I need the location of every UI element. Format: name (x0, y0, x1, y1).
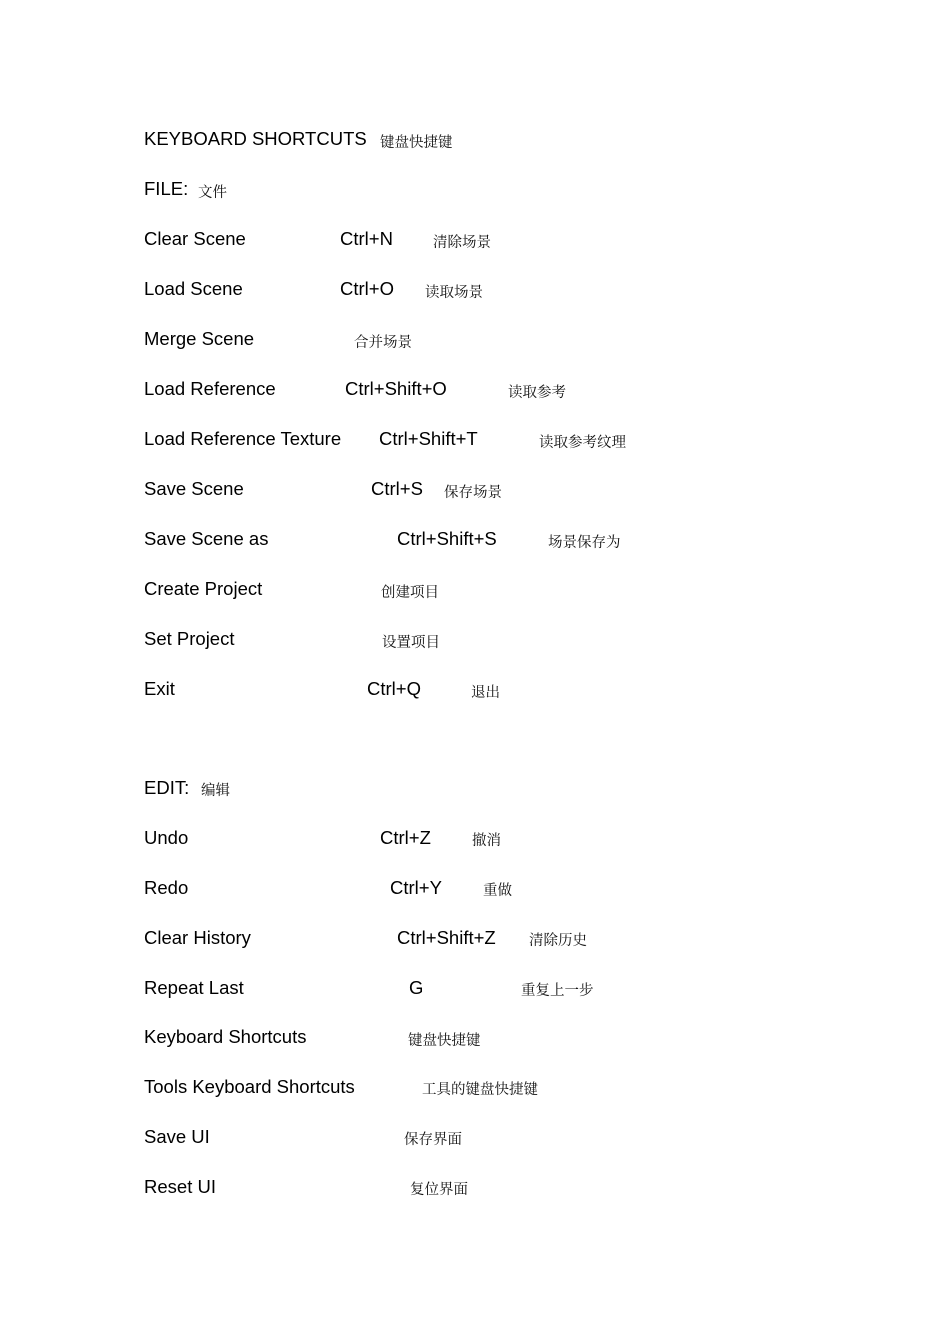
shortcut-name-zh: 清除场景 (433, 235, 491, 251)
shortcut-name: Repeat Last (144, 977, 244, 998)
shortcut-name-zh: 读取参考 (508, 385, 566, 401)
shortcut-name-zh: 读取参考纹理 (539, 435, 626, 451)
shortcut-name-zh: 重做 (483, 883, 512, 899)
shortcut-keys: Ctrl+Q (367, 678, 421, 699)
shortcut-name-zh: 创建项目 (381, 585, 439, 601)
edit-section-heading-zh: 编辑 (201, 783, 230, 799)
shortcut-keys: Ctrl+Z (380, 827, 431, 848)
shortcut-keys: Ctrl+Shift+Z (397, 927, 496, 948)
shortcut-name: Save UI (144, 1126, 210, 1147)
shortcut-name-zh: 读取场景 (425, 285, 483, 301)
shortcut-name: Clear Scene (144, 228, 246, 249)
shortcut-name-zh: 撤消 (472, 833, 501, 849)
shortcut-keys: G (409, 977, 424, 998)
shortcut-name: Exit (144, 678, 175, 699)
shortcut-name: Load Reference (144, 378, 276, 399)
shortcut-keys: Ctrl+Shift+T (379, 428, 478, 449)
shortcut-keys: Ctrl+Shift+S (397, 528, 497, 549)
shortcut-keys: Ctrl+N (340, 228, 393, 249)
shortcut-name-zh: 场景保存为 (548, 535, 621, 551)
shortcut-name-zh: 保存场景 (444, 485, 502, 501)
shortcut-name: Undo (144, 827, 189, 848)
document-title: KEYBOARD SHORTCUTS (144, 128, 367, 149)
shortcut-name-zh: 清除历史 (529, 933, 587, 949)
file-section-heading: FILE: (144, 178, 189, 199)
shortcut-keys: Ctrl+O (340, 278, 394, 299)
shortcut-name: Load Reference Texture (144, 428, 342, 449)
shortcut-name-zh: 工具的键盘快捷键 (422, 1082, 538, 1098)
shortcut-name: Keyboard Shortcuts (144, 1026, 307, 1047)
shortcut-name: Merge Scene (144, 328, 255, 349)
edit-section-heading: EDIT: (144, 777, 190, 798)
shortcut-name-zh: 保存界面 (404, 1132, 462, 1148)
shortcut-name: Save Scene (144, 478, 244, 499)
shortcut-name-zh: 合并场景 (354, 335, 412, 351)
shortcut-name-zh: 复位界面 (410, 1182, 468, 1198)
shortcut-name-zh: 重复上一步 (521, 983, 594, 999)
shortcut-keys: Ctrl+S (371, 478, 423, 499)
shortcut-name-zh: 键盘快捷键 (408, 1033, 481, 1049)
shortcut-name: Create Project (144, 578, 263, 599)
document-title-zh: 键盘快捷键 (380, 135, 453, 151)
shortcut-name-zh: 设置项目 (382, 635, 440, 651)
shortcut-keys: Ctrl+Y (390, 877, 442, 898)
shortcut-name: Set Project (144, 628, 235, 649)
shortcut-keys: Ctrl+Shift+O (345, 378, 447, 399)
shortcut-name: Save Scene as (144, 528, 269, 549)
shortcut-name: Redo (144, 877, 189, 898)
shortcut-name: Load Scene (144, 278, 243, 299)
shortcut-name-zh: 退出 (471, 685, 500, 701)
shortcut-name: Tools Keyboard Shortcuts (144, 1076, 355, 1097)
file-section-heading-zh: 文件 (198, 185, 227, 201)
shortcut-name: Reset UI (144, 1176, 216, 1197)
shortcut-name: Clear History (144, 927, 251, 948)
